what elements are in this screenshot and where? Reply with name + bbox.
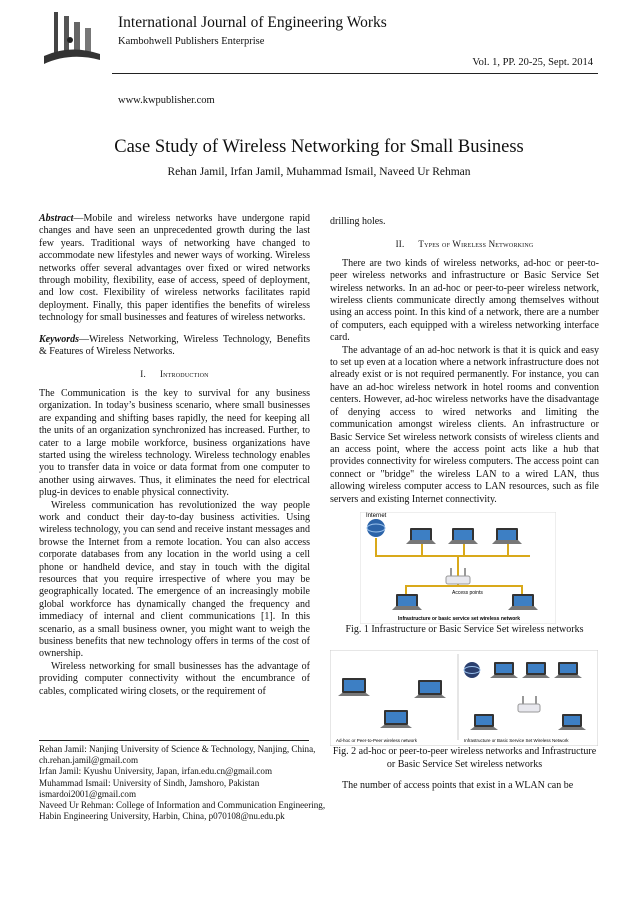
- paper-title: Case Study of Wireless Networking for Small Business: [114, 137, 524, 157]
- section-title: Types of Wireless Networking: [418, 239, 534, 250]
- right-column: [330, 216, 599, 793]
- figure-2-image: [330, 650, 598, 746]
- laptop-icon: [492, 528, 522, 544]
- globe-icon: [367, 519, 385, 537]
- footnote-line: Muhammad Ismail: University of Sindh, Jamshoro, Pakistan: [39, 777, 260, 788]
- laptop-icon: [522, 662, 550, 678]
- laptop-icon: [508, 594, 538, 610]
- laptop-icon: [470, 714, 498, 730]
- intro-paragraph-3-continued: drilling holes.: [330, 216, 386, 227]
- publisher-website[interactable]: www.kwpublisher.com: [118, 95, 215, 106]
- infrastructure-network-diagram: [360, 512, 556, 624]
- adhoc-vs-infrastructure-diagram: [330, 650, 598, 746]
- figure-1-caption: Fig. 1 Infrastructure or Basic Service Set wireless networks: [345, 623, 584, 635]
- paper-authors: Rehan Jamil, Irfan Jamil, Muhammad Ismail, Naveed Ur Rehman: [167, 166, 471, 178]
- footnote-line: Naveed Ur Rehman: College of Information and Communication Engineering,: [39, 800, 326, 811]
- laptop-icon: [490, 662, 518, 678]
- abstract-text: —Mobile and wireless networks have undergone rapid changes and have seen an unprecedented growth during the last few years. Traditional ways of networking have changed to accommodate new lifestyles and newer ways of working. Wireless networks offer several advantages over fixed or wired networks through mobility, flexibility, ease of access, speed of deployment, and low cost. Flexibility of wireless networks facilitates rapid deployment. Finally, this paper identifies the benefits of wireless technology for small businesses and features of wireless networks.: [39, 213, 310, 324]
- laptop-icon: [414, 680, 446, 698]
- header-rule: [112, 73, 598, 74]
- abstract-label: Abstract: [39, 213, 74, 224]
- diagram-inner-caption: Infrastructure or basic service set wireless network: [398, 615, 520, 622]
- laptop-icon: [448, 528, 478, 544]
- intro-paragraph-3: Wireless networking for small businesses has the advantage of providing computer connectivity without the encumbrance of cables, complicated wiring closets, or the requirement of: [39, 660, 310, 697]
- publisher-name: Kambohwell Publishers Enterprise: [118, 36, 265, 47]
- adhoc-label: Ad-hoc or Peer-to-Peer wireless network: [336, 738, 418, 744]
- journal-title: International Journal of Engineering Works: [118, 14, 387, 31]
- footnote-line: Habin Engineering University, Harbin, China, p070108@nu.edu.pk: [39, 811, 285, 822]
- laptop-icon: [392, 594, 422, 610]
- infrastructure-label: Infrastructure or Basic Service Set Wireless Network: [464, 738, 569, 744]
- volume-info: Vol. 1, PP. 20-25, Sept. 2014: [472, 57, 593, 68]
- laptop-icon: [554, 662, 582, 678]
- keywords-text: —Wireless Networking, Wireless Technology, Benefits & Features of Wireless Networks.: [39, 333, 310, 358]
- types-paragraph-2: The advantage of an ad-hoc network is that it is quick and easy to set up even at a location where a network infrastructure does not already exist or is not required permanently. For instance, you can have an ad-hoc wireless network in hotel rooms and convention centers. However, ad-hoc wireless networks have the disadvantage of denying access to wired networks and limiting the communication amongst wireless clients. An infrastructure or Basic Service Set wireless network consists of wireless clients and an access point, where the access point acts like a hub that provides connectivity for wireless computers. The access point can connect or "bridge" the wireless LAN to a wired LAN, thus allowing wireless computer access to LAN resources, such as file servers and existing Internet connectivity.: [330, 344, 599, 505]
- figure-2-caption: Fig. 2 ad-hoc or peer-to-peer wireless networks and Infrastructure or Basic Service Set wireless networks: [332, 746, 597, 770]
- footnote-line: Rehan Jamil: Nanjing University of Science & Technology, Nanjing, China,: [39, 744, 316, 754]
- laptop-icon: [558, 714, 586, 730]
- laptop-icon: [338, 678, 370, 696]
- footnote-line: Irfan Jamil: Kyushu University, Japan, irfan.edu.cn@gmail.com: [39, 766, 273, 777]
- section-heading-types: [330, 238, 599, 250]
- types-paragraph-1: There are two kinds of wireless networks, ad-hoc or peer-to-peer wireless networks and infrastructure or Basic Service Set wireless networks. In an ad-hoc or peer-to-peer wireless network, wireless clients communicate directly among themselves without using an access point. In this kind of a network, there are a number of computers, each equipped with a wireless networking interface card.: [330, 257, 599, 344]
- laptop-icon: [380, 710, 412, 728]
- globe-icon: [464, 662, 480, 678]
- intro-paragraph-1: The Communication is the key to survival for any business organization. In today’s business scenario, where small businesses are expanding and shifting bases rapidly, the need for keeping all the units of an organization synchronized has increased. Further, to cater to a large mobile workforce, business organizations have started using the wireless technology. Wireless technology enables you to transfer data in voice or data format from one computer to another using airwaves. Thus, it eliminates the need for electrical plug-in devices to enable physical connectivity.: [39, 387, 310, 499]
- access-points-label: Access points: [452, 589, 483, 596]
- types-paragraph-3: The number of access points that exist in a WLAN can be: [342, 780, 574, 792]
- keywords-label: Keywords: [39, 333, 79, 345]
- footnote-line: ismardoi2001@gmail.com: [39, 788, 137, 799]
- section-number: I.: [140, 369, 146, 380]
- keywords: [39, 334, 310, 359]
- section-number: II.: [395, 239, 405, 250]
- section-title: Introduction: [159, 369, 209, 380]
- laptop-icon: [406, 528, 436, 544]
- internet-label: Internet: [366, 512, 387, 519]
- left-column: [39, 213, 310, 698]
- footnote-rule: [39, 740, 309, 741]
- intro-paragraph-2: Wireless communication has revolutionized the way people work and conduct their day-to-day business activities. Using wireless technology, you can send and receive instant messages and browse the Internet from a remote location. You can also access corporate databases from any location in the world using a cell phone or handheld device, and stay in touch with the digital resources that you require irrespective of where you may be geographically located. The emergence of an increasingly mobile global workforce has dynamically changed the frequency and immediacy of internal and client communications [1]. In this scenario, as a small business owner, you might want to weigh the business benefits that new technology offers in terms of the cost of ownership.: [39, 499, 310, 660]
- journal-logo: [40, 10, 106, 72]
- figure-1-image: [360, 512, 556, 624]
- author-affiliations: [39, 744, 326, 822]
- footnote-line: ch.rehan.jamil@gmail.com: [39, 755, 139, 766]
- section-heading-introduction: [39, 368, 310, 380]
- abstract: [39, 213, 310, 325]
